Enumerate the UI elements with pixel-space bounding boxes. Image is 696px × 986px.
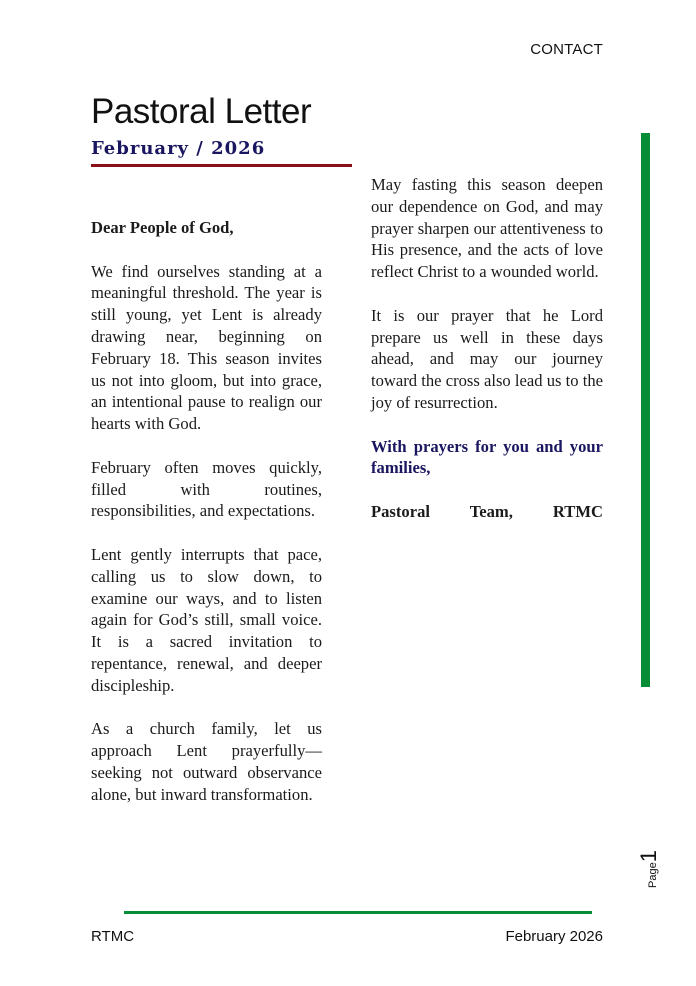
footer-date: February 2026 (505, 928, 603, 945)
closing-line: With prayers for you and your families, (371, 436, 603, 478)
salutation: Dear People of God, (91, 218, 234, 237)
letter-column-right (371, 174, 603, 545)
letter-column-left (91, 217, 322, 827)
decorative-side-bar (641, 133, 650, 687)
page-subtitle-date: February / 2026 (91, 138, 266, 159)
page-title: Pastoral Letter (91, 92, 312, 131)
letter-paragraph: Lent gently interrupts that pace, calling us to slow down, to examine our ways, and to listen again for God’s still, small voice. It is a sacred invitation to repentance, renewal, and deeper discipleship. (91, 544, 322, 695)
page-number-label: Page (647, 862, 659, 888)
page-number-value: 1 (636, 850, 661, 863)
contact-link[interactable]: CONTACT (530, 41, 603, 58)
footer-divider (124, 911, 592, 914)
signature: Pastoral Team, RTMC (371, 501, 603, 521)
letter-paragraph: As a church family, let us approach Lent prayerfully—seeking not outward observance alone, but inward transformation. (91, 719, 322, 804)
footer-organization: RTMC (91, 928, 135, 945)
letter-paragraph: February often moves quickly, filled with routines, responsibilities, and expectations. (91, 457, 322, 521)
page-number (634, 846, 664, 892)
letter-paragraph: It is our prayer that he Lord prepare us well in these days ahead, and may our journey toward the cross also lead us to the joy of resurrection. (371, 305, 603, 412)
title-divider (91, 164, 352, 167)
letter-paragraph: May fasting this season deepen our dependence on God, and may prayer sharpen our attentiveness to His presence, and the acts of love reflect Christ to a wounded world. (371, 175, 603, 282)
letter-paragraph: We find ourselves standing at a meaningful threshold. The year is still young, yet Lent is already drawing near, beginning on February 18. This season invites us not into gloom, but into grace, an intentional pause to realign our hearts with God. (91, 261, 322, 434)
